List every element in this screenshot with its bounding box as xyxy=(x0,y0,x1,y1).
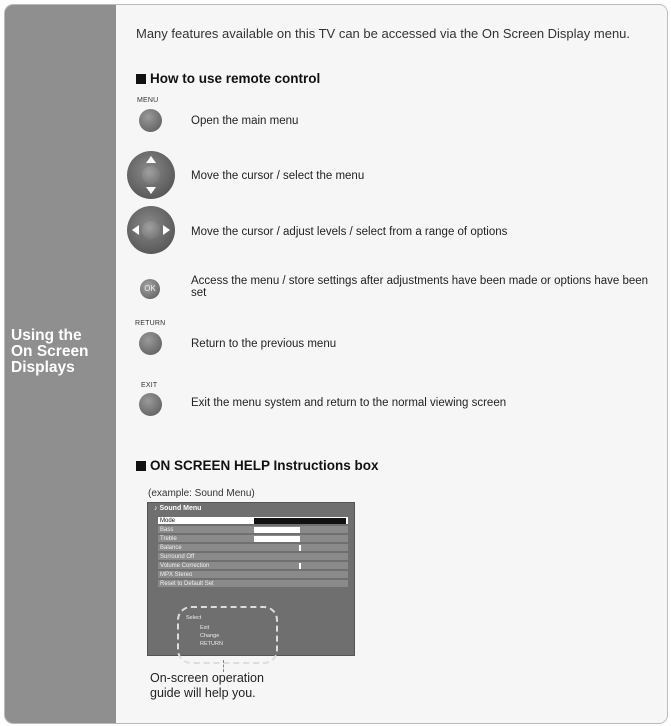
guide-return-label: RETURN xyxy=(200,641,223,647)
cursor-adjust-desc: Move the cursor / adjust levels / select from a range of options xyxy=(191,226,508,238)
guide-exit-label: Exit xyxy=(200,625,210,631)
tv-treble-level-bar xyxy=(254,536,300,542)
tv-volume-marker xyxy=(299,563,301,569)
up-down-pad-icon xyxy=(127,151,175,199)
exit-desc: Exit the menu system and return to the normal viewing screen xyxy=(191,397,507,409)
guide-select-label: Select xyxy=(186,615,202,621)
main-content xyxy=(116,5,667,723)
menu-desc: Open the main menu xyxy=(191,115,299,127)
exit-button-icon xyxy=(139,393,162,416)
tv-menu-item: Treble xyxy=(158,535,348,543)
return-desc: Return to the previous menu xyxy=(191,338,337,350)
return-key-label: RETURN xyxy=(135,320,166,327)
tv-menu-item: Volume Correction xyxy=(158,562,348,570)
ok-desc: Access the menu / store settings after adjustments have been made or options have been set xyxy=(191,275,649,299)
exit-key-label: EXIT xyxy=(141,382,158,389)
remote-section-heading: How to use remote control xyxy=(136,71,320,86)
tv-mode-value-bar xyxy=(254,518,346,524)
tv-bass-level-bar xyxy=(254,527,300,533)
tv-balance-marker xyxy=(299,545,301,551)
tv-menu-item: MPX Stereo xyxy=(158,571,348,579)
example-label: (example: Sound Menu) xyxy=(148,488,255,499)
help-caption: On-screen operation guide will help you. xyxy=(150,671,264,700)
cursor-select-desc: Move the cursor / select the menu xyxy=(191,170,365,182)
sidebar-title: Using the On Screen Displays xyxy=(11,327,89,376)
help-section-heading: ON SCREEN HELP Instructions box xyxy=(136,458,379,473)
guide-highlight-ring xyxy=(177,606,278,664)
tv-menu-title: ♪ Sound Menu xyxy=(154,505,202,512)
tv-menu-item: Balance xyxy=(158,544,348,552)
left-right-pad-icon xyxy=(127,206,175,254)
intro-text: Many features available on this TV can be accessed via the On Screen Display menu. xyxy=(136,26,631,41)
tv-menu-item: Mode xyxy=(158,517,348,525)
tv-menu-item: Surround Off xyxy=(158,553,348,561)
sidebar xyxy=(5,5,116,723)
square-bullet-icon xyxy=(136,461,146,471)
square-bullet-icon xyxy=(136,74,146,84)
menu-key-label: MENU xyxy=(137,97,159,104)
guide-change-label: Change xyxy=(200,633,220,639)
ok-button-icon: OK xyxy=(140,279,160,299)
menu-button-icon xyxy=(139,109,162,132)
tv-menu-item: Reset to Default Set xyxy=(158,580,348,588)
return-button-icon xyxy=(139,332,162,355)
page-frame xyxy=(5,5,667,723)
tv-menu-item: Bass xyxy=(158,526,348,534)
